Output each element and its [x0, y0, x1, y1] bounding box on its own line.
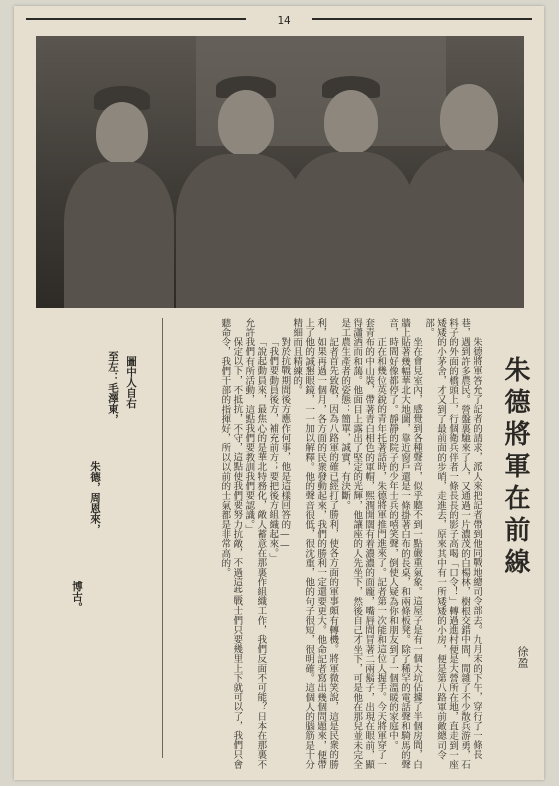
caption-heading: 圖中人自右 [125, 356, 137, 409]
body-paragraph: 正在和幾位英銳的青年托著話時，朱德將軍推門進來了。記者第一次能和這位人握手。今天將軍穿了一套青布的中山裝，帶著青白相色的軍帽，煕潤開闊有着濃濃的面龐，嘴唇間冒著二兩鬍子，出現在眼前，顯得瀟洒而和藹。他面目上露出了堅定的光輝，他讓座的人先坐下，然後自己才坐下，可是他在那兒並未完全是工農生產者的姿態：簡單，誠實，有決斷。 [339, 318, 387, 770]
photo-person-4 [398, 66, 524, 308]
photo-person-3-head [324, 90, 378, 154]
article-title: 朱德將軍在前線 [500, 356, 530, 580]
body-paragraph: 對於抗戰期間後方應作何事，他是這樣回答的—— [279, 337, 291, 552]
photo-person-3-body [286, 152, 416, 308]
caption-divider [162, 318, 163, 758]
rule-right [312, 18, 532, 20]
header-rule [26, 14, 532, 27]
body-paragraph: 「說起動員來，最焦心的是華北特務化，敵人蓄意在那裏作組織工作，我們反面不可能？日本在那裏不允許我們有所活動，這點我們要教訓我們要認識。」 [243, 318, 267, 770]
body-paragraph: 「我們要動員後方，補充前方；要把後方組織起來。」 [267, 337, 279, 563]
photo-person-3 [286, 76, 406, 308]
photo-person-1-head [96, 102, 148, 164]
photo-person-1 [54, 66, 164, 308]
caption-line-1: 至左：毛澤東， [107, 351, 119, 425]
photo-person-2 [176, 76, 296, 308]
body-paragraph: 坐在會見室內，感覺到各種聲音，似乎聽不到一點嚴重氣象。這屋子是有一個大坑佔據了半個房間，白牆上貼著幾幅華北大地圖，靠近窗戶還是一條掛著白布的長桌，和兩條板凳。除了稀罕的電話聲和騎馬的聲音，時間好像都停了。靜靜的院子的少年士兵的嘻笑聲，倒使人疑為你和朋友到了一個溫暖的家庭中。 [387, 318, 423, 770]
page-number: 14 [277, 14, 291, 27]
group-photo [36, 36, 524, 308]
rule-left [26, 18, 246, 20]
body-paragraph: 保定以下，不抵抗，不守，這點使我們要努力抗敵，不過這些戰士們只要幾里上下就可以了，我們只會聽命令，我們干部的指揮好，所以以前的士氣都是非常高的。 [219, 318, 243, 770]
caption-line-2: 朱德，周恩來， [89, 461, 101, 535]
photo-person-1-body [64, 162, 174, 308]
magazine-page [14, 6, 544, 780]
article-author: 徐盈 [516, 646, 529, 668]
article-body [164, 318, 482, 772]
body-paragraph: 朱德將軍答允了記者的請求，派人來把記者帶到他同戰地總司令部去。九月末的下午，穿行了一條長巷，遇到許多農民。營盤裏馳來了人，又通過一片濃茂的白楊林，樹根交錯中間，閒雜了不少散兵游勇，石料子的外面的橋頭上，行個衛兵伴者一條長長的影子高喝「口令！」轉過進村便是大營所在地，直走到一座矮矮的小茅舍，才又到了最前面的步哨，走進去，原來其中有一所矮矮的小房，便是第八路軍前敵總司令部。 [423, 318, 482, 770]
photo-person-2-head [218, 90, 274, 156]
body-paragraph: 記者首先致敬，因為八路軍的確已經打了勝利，使各方面的軍事頗有轉機。將軍微笑說，這是民衆的勝利，如果再過一個月，各方面的民衆發動起來，我們的勝利一定還要更大。他命記者寫出幾個問題來，便帶上了他的誠懇眼鏡，一一加以解釋。他的聲音很低，很沈重，他的句子很短，很明確。這個人的腦筋是十分精細而且精練的。 [291, 318, 339, 770]
photo-person-4-head [440, 84, 498, 154]
photo-person-4-body [404, 150, 524, 308]
caption-line-3: 博古。 [71, 581, 83, 613]
